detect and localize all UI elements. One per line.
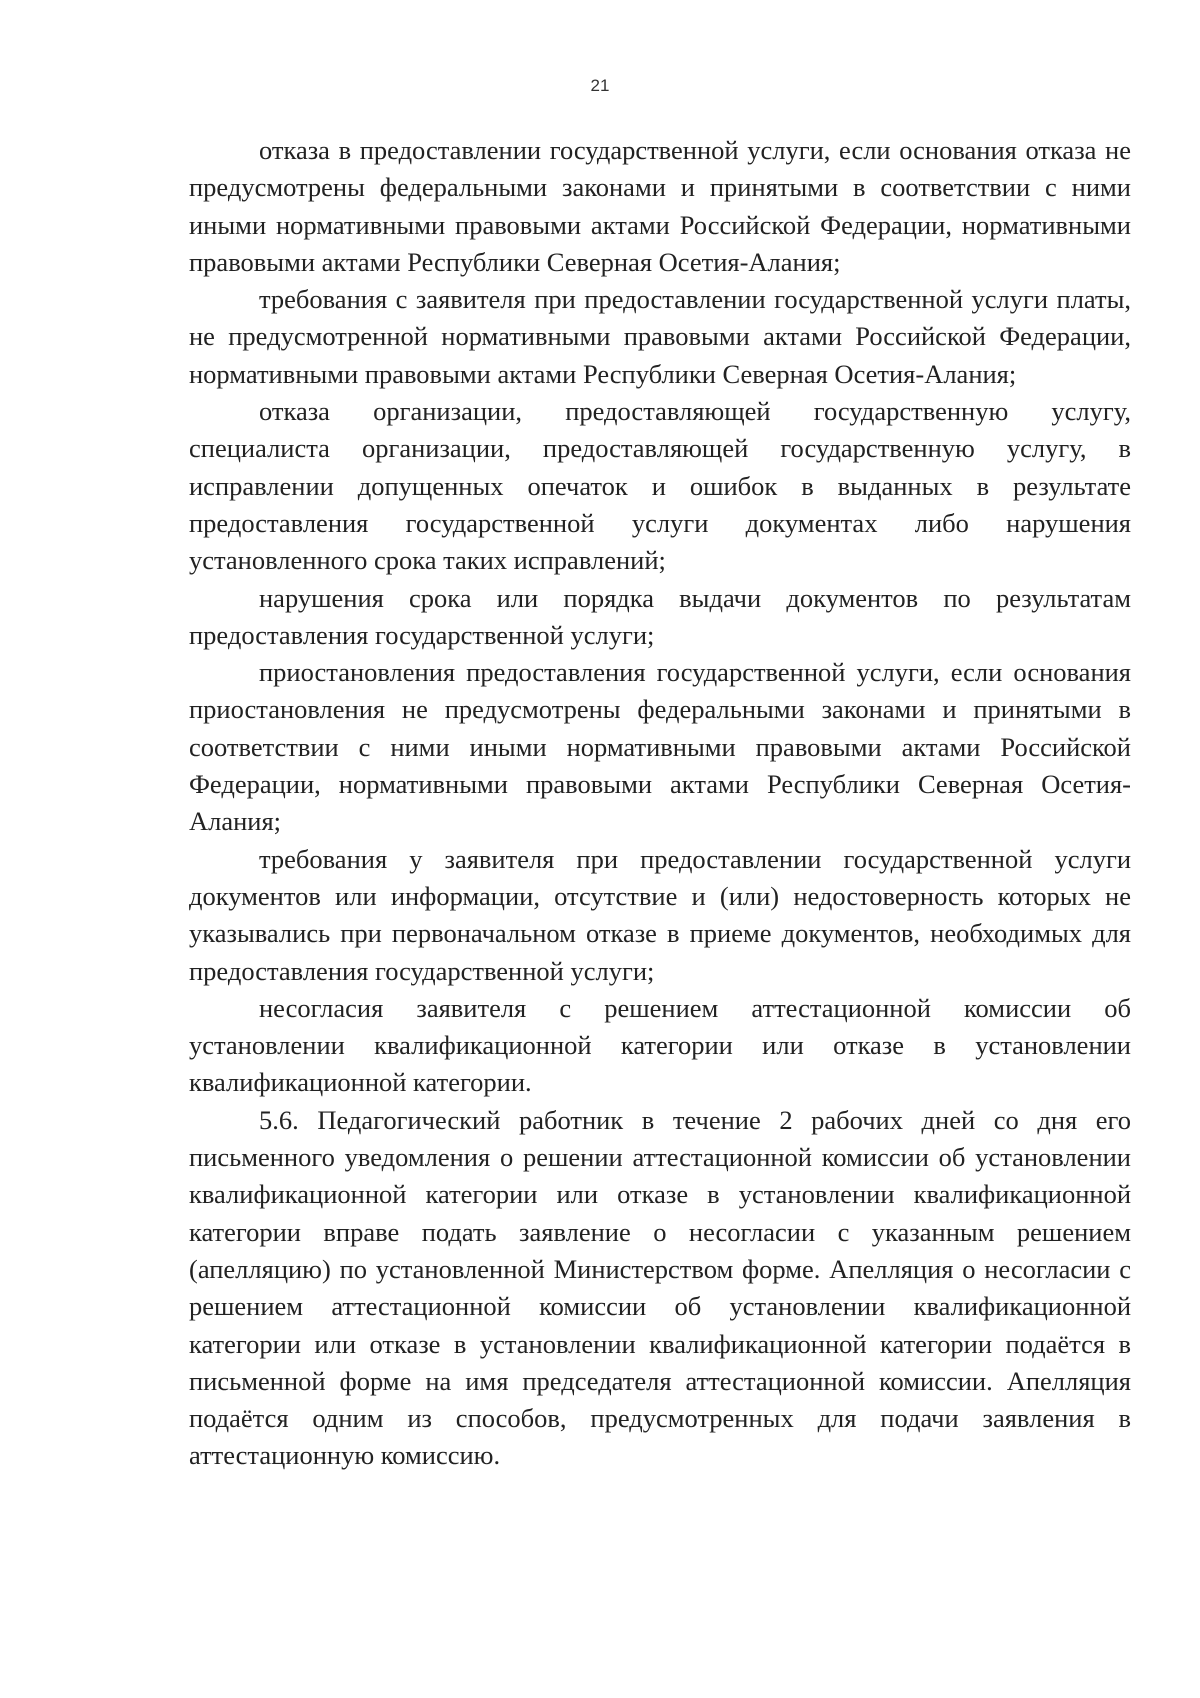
paragraph-section-5-6-appeal: 5.6. Педагогический работник в течение 2 рабочих дней со дня его письменного уведомления о решении аттестационной комиссии об установлении квалификационной категории или отказе в установлении квалификационной категории вправе подать заявление о несогласии с указанным решением (апелляцию) по установленной Министерством форме. Апелляция о несогласии с решением аттестационной комиссии об установлении квалификационной категории или отказе в установлении квалификационной категории подаётся в письменной форме на имя председателя аттестационной комиссии. Апелляция подаётся одним из способов, предусмотренных для подачи заявления в аттестационную комиссию. <box>189 1104 1131 1471</box>
document-body <box>189 132 1131 1475</box>
paragraph-fee-requirement: требования с заявителя при предоставлении государственной услуги платы, не предусмотренной нормативными правовыми актами Российской Федерации, нормативными правовыми актами Республики Северная Осетия-Алания; <box>189 284 1131 389</box>
paragraph-documents-requirement: требования у заявителя при предоставлении государственной услуги документов или информации, отсутствие и (или) недостоверность которых не указывались при первоначальном отказе в приеме документов, необходимых для предоставления государственной услуги; <box>189 843 1131 986</box>
paragraph-suspension: приостановления предоставления государственной услуги, если основания приостановления не предусмотрены федеральными законами и принятыми в соответствии с ними иными нормативными правовыми актами Российской Федерации, нормативными правовыми актами Республики Северная Осетия-Алания; <box>189 657 1131 837</box>
paragraph-refusal-corrections: отказа организации, предоставляющей государственную услугу, специалиста организации, предоставляющей государственную услугу, в исправлении допущенных опечаток и ошибок в выданных в результате предоставления государственной услуги документах либо нарушения установленного срока таких исправлений; <box>189 396 1131 576</box>
paragraph-issuance-violation: нарушения срока или порядка выдачи документов по результатам предоставления государственной услуги; <box>189 582 1131 650</box>
page-number: 21 <box>590 76 610 95</box>
paragraph-refusal-grounds: отказа в предоставлении государственной услуги, если основания отказа не предусмотрены федеральными законами и принятыми в соответствии с ними иными нормативными правовыми актами Российской Федерации, нормативными правовыми актами Республики Северная Осетия-Алания; <box>189 135 1131 277</box>
paragraph-disagreement: несогласия заявителя с решением аттестационной комиссии об установлении квалификационной категории или отказе в установлении квалификационной категории. <box>189 992 1131 1098</box>
